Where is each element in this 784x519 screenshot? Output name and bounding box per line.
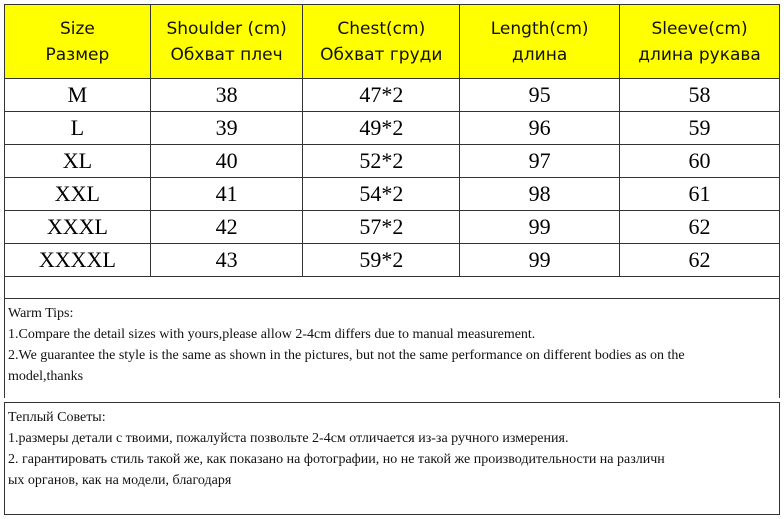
- header-shoulder-ru: Обхват плеч: [170, 44, 283, 65]
- cell-length: 97: [460, 145, 620, 178]
- cell-chest: 47*2: [303, 79, 460, 112]
- table-header-row: [5, 5, 780, 79]
- size-table: [4, 4, 780, 277]
- header-sleeve-ru: длина рукава: [638, 44, 761, 65]
- cell-shoulder: 41: [150, 178, 303, 211]
- header-sleeve: [620, 5, 780, 79]
- header-sleeve-en: Sleeve(cm): [651, 18, 748, 39]
- cell-chest: 59*2: [303, 244, 460, 277]
- table-row: [5, 178, 780, 211]
- table-row: [5, 112, 780, 145]
- cell-sleeve: 62: [620, 211, 780, 244]
- cell-size: XXL: [5, 178, 151, 211]
- cell-length: 95: [460, 79, 620, 112]
- cell-chest: 54*2: [303, 178, 460, 211]
- cell-sleeve: 61: [620, 178, 780, 211]
- cell-sleeve: 60: [620, 145, 780, 178]
- header-shoulder-en: Shoulder (cm): [166, 18, 287, 39]
- warm-tips-russian: [4, 402, 780, 515]
- header-size: [5, 5, 151, 79]
- cell-shoulder: 39: [150, 112, 303, 145]
- cell-length: 96: [460, 112, 620, 145]
- tip-line: model,thanks: [8, 369, 84, 384]
- cell-chest: 52*2: [303, 145, 460, 178]
- table-row: [5, 145, 780, 178]
- cell-size: XL: [5, 145, 151, 178]
- header-size-ru: Размер: [45, 44, 110, 65]
- cell-length: 98: [460, 178, 620, 211]
- tip-line: ых органов, как на модели, благодаря: [8, 473, 232, 488]
- cell-size: L: [5, 112, 151, 145]
- tip-line: 2.We guarantee the style is the same as shown in the pictures, but not the same performance on different bodies as on the: [8, 348, 685, 363]
- cell-size: XXXXL: [5, 244, 151, 277]
- header-chest-en: Chest(cm): [337, 18, 426, 39]
- cell-sleeve: 58: [620, 79, 780, 112]
- cell-sleeve: 62: [620, 244, 780, 277]
- header-chest: [303, 5, 460, 79]
- warm-tips-english: [4, 298, 780, 398]
- table-row: [5, 211, 780, 244]
- cell-chest: 49*2: [303, 112, 460, 145]
- tips-title: Теплый Советы:: [8, 410, 106, 425]
- tip-line: 1.Compare the detail sizes with yours,please allow 2-4cm differs due to manual measurement.: [8, 327, 536, 342]
- cell-shoulder: 43: [150, 244, 303, 277]
- header-length-ru: длина: [512, 44, 568, 65]
- cell-size: XXXL: [5, 211, 151, 244]
- tip-line: 1.размеры детали с твоими, пожалуйста позвольте 2-4см отличается из-за ручного измерения.: [8, 431, 569, 446]
- header-length: [460, 5, 620, 79]
- table-row: [5, 79, 780, 112]
- header-size-en: Size: [59, 18, 95, 39]
- table-row: [5, 244, 780, 277]
- cell-shoulder: 40: [150, 145, 303, 178]
- header-length-en: Length(cm): [490, 18, 589, 39]
- cell-shoulder: 38: [150, 79, 303, 112]
- cell-sleeve: 59: [620, 112, 780, 145]
- cell-length: 99: [460, 211, 620, 244]
- cell-shoulder: 42: [150, 211, 303, 244]
- tip-line: 2. гарантировать стиль такой же, как показано на фотографии, но не такой же производительности на различн: [8, 452, 665, 467]
- cell-chest: 57*2: [303, 211, 460, 244]
- header-shoulder: [150, 5, 303, 79]
- tips-title: Warm Tips:: [8, 306, 74, 321]
- cell-size: M: [5, 79, 151, 112]
- header-chest-ru: Обхват груди: [320, 44, 443, 65]
- cell-length: 99: [460, 244, 620, 277]
